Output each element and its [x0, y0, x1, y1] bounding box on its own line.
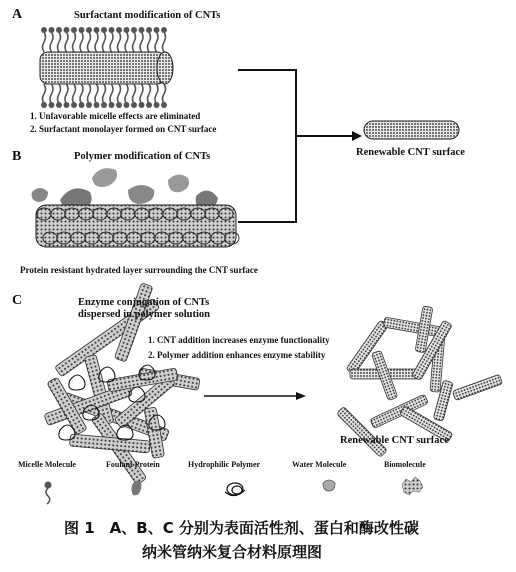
surfactant-head [116, 102, 122, 108]
surfactant-head [116, 27, 122, 33]
surfactant-chain [140, 32, 143, 52]
surfactant-head [139, 27, 145, 33]
network-nanotube [452, 374, 502, 400]
legend-label-biomolecule: Biomolecule [384, 460, 426, 469]
surfactant-chain [103, 32, 106, 52]
surfactant-head [109, 27, 115, 33]
surfactant-chain [148, 32, 151, 52]
surfactant-chain [155, 32, 158, 52]
surfactant-chain [125, 84, 128, 104]
surfactant-head [154, 27, 160, 33]
surfactant-chain [110, 32, 113, 52]
surfactant-head [101, 102, 107, 108]
surfactant-layer-bottom [41, 84, 167, 108]
surfactant-chain [133, 84, 136, 104]
surfactant-chain [73, 32, 76, 52]
polymer-coil [117, 425, 133, 440]
surfactant-head [79, 102, 85, 108]
foulant-protein-blob [92, 168, 117, 187]
foulant-protein-icon [131, 481, 141, 496]
surfactant-chain [43, 32, 46, 52]
surfactant-chain [125, 32, 128, 52]
panel-a-note-1: 1. Unfavorable micelle effects are eliminated [30, 111, 201, 121]
surfactant-chain [50, 32, 53, 52]
surfactant-layer-top [41, 27, 167, 52]
panel-c-note-2: 2. Polymer addition enhances enzyme stability [148, 350, 326, 360]
surfactant-chain [50, 84, 53, 104]
legend-label-water: Water Molecule [292, 460, 347, 469]
surfactant-head [64, 27, 70, 33]
surfactant-head [161, 102, 167, 108]
panel-b-cnt-illustration [32, 168, 239, 247]
panel-a-nanotube [40, 52, 165, 84]
surfactant-chain [103, 84, 106, 104]
panel-b-label: B [12, 149, 22, 164]
panel-c-note-1: 1. CNT addition increases enzyme functionality [148, 335, 330, 345]
legend-label-polymer: Hydrophilic Polymer [188, 460, 261, 469]
surfactant-chain [95, 32, 98, 52]
panel-a-title: Surfactant modification of CNTs [74, 10, 221, 21]
surfactant-chain [43, 84, 46, 104]
surfactant-head [131, 27, 137, 33]
surfactant-head [139, 102, 145, 108]
surfactant-chain [140, 84, 143, 104]
polymer-coil [69, 375, 85, 390]
renewable-cnt-label-c: Renewable CNT surface [340, 435, 449, 446]
surfactant-head [124, 102, 130, 108]
surfactant-chain [65, 84, 68, 104]
foulant-protein-blob [168, 174, 189, 192]
panel-a-nanotube-end [157, 52, 173, 84]
surfactant-chain [118, 32, 121, 52]
micelle-molecule-icon [45, 482, 52, 505]
foulant-protein-blob [128, 185, 154, 204]
surfactant-chain [163, 84, 166, 104]
surfactant-head [146, 27, 152, 33]
panel-a-note-2: 2. Surfactant monolayer formed on CNT surface [30, 124, 217, 134]
surfactant-chain [80, 84, 83, 104]
surfactant-head [86, 102, 92, 108]
panel-b-title: Polymer modification of CNTs [74, 151, 211, 162]
surfactant-head [94, 102, 100, 108]
surfactant-head [161, 27, 167, 33]
surfactant-chain [118, 84, 121, 104]
surfactant-head [109, 102, 115, 108]
panel-c-title-line2: dispersed in polymer solution [78, 309, 210, 320]
surfactant-head [64, 102, 70, 108]
surfactant-head [146, 102, 152, 108]
hydrophilic-polymer-icon [225, 483, 245, 496]
panel-c-title-line1: Enzyme conjugation of CNTs [78, 297, 210, 308]
panel-b-note: Protein resistant hydrated layer surrounding the CNT surface [20, 265, 258, 275]
panel-c-arrow [204, 392, 306, 400]
surfactant-head [71, 27, 77, 33]
panel-a-cnt-illustration [40, 27, 173, 108]
surfactant-chain [155, 84, 158, 104]
foulant-protein-blob [32, 188, 48, 202]
surfactant-chain [163, 32, 166, 52]
surfactant-head [94, 27, 100, 33]
connector-arrow [238, 70, 362, 222]
legend-label-foulant: Foulant Protein [106, 460, 160, 469]
surfactant-chain [65, 32, 68, 52]
surfactant-head [131, 102, 137, 108]
panel-c-label: C [12, 293, 23, 308]
figure-caption-line2: 纳米管纳米复合材料原理图 [142, 543, 323, 561]
surfactant-chain [73, 84, 76, 104]
surfactant-chain [148, 84, 151, 104]
surfactant-head [41, 27, 47, 33]
surfactant-head [49, 27, 55, 33]
legend-label-micelle: Micelle Molecule [18, 460, 76, 469]
surfactant-chain [88, 32, 91, 52]
surfactant-chain [95, 84, 98, 104]
biomolecule-icon [402, 477, 423, 495]
surfactant-chain [58, 84, 61, 104]
surfactant-head [56, 102, 62, 108]
surfactant-head [154, 102, 160, 108]
surfactant-chain [58, 32, 61, 52]
network-nanotube [336, 406, 387, 457]
surfactant-head [71, 102, 77, 108]
surfactant-head [41, 102, 47, 108]
panel-a-label: A [12, 7, 23, 22]
surfactant-chain [80, 32, 83, 52]
water-molecule-icon [323, 480, 335, 491]
surfactant-head [86, 27, 92, 33]
surfactant-chain [133, 32, 136, 52]
surfactant-chain [88, 84, 91, 104]
surfactant-head [124, 27, 130, 33]
renewable-cnt-illustration [364, 121, 459, 139]
surfactant-head [79, 27, 85, 33]
figure-caption-line1: 图 1 A、B、C 分别为表面活性剂、蛋白和酶改性碳 [64, 519, 419, 537]
surfactant-chain [110, 84, 113, 104]
surfactant-head [49, 102, 55, 108]
renewable-cnt-label-top: Renewable CNT surface [356, 147, 465, 158]
surfactant-head [101, 27, 107, 33]
surfactant-head [56, 27, 62, 33]
